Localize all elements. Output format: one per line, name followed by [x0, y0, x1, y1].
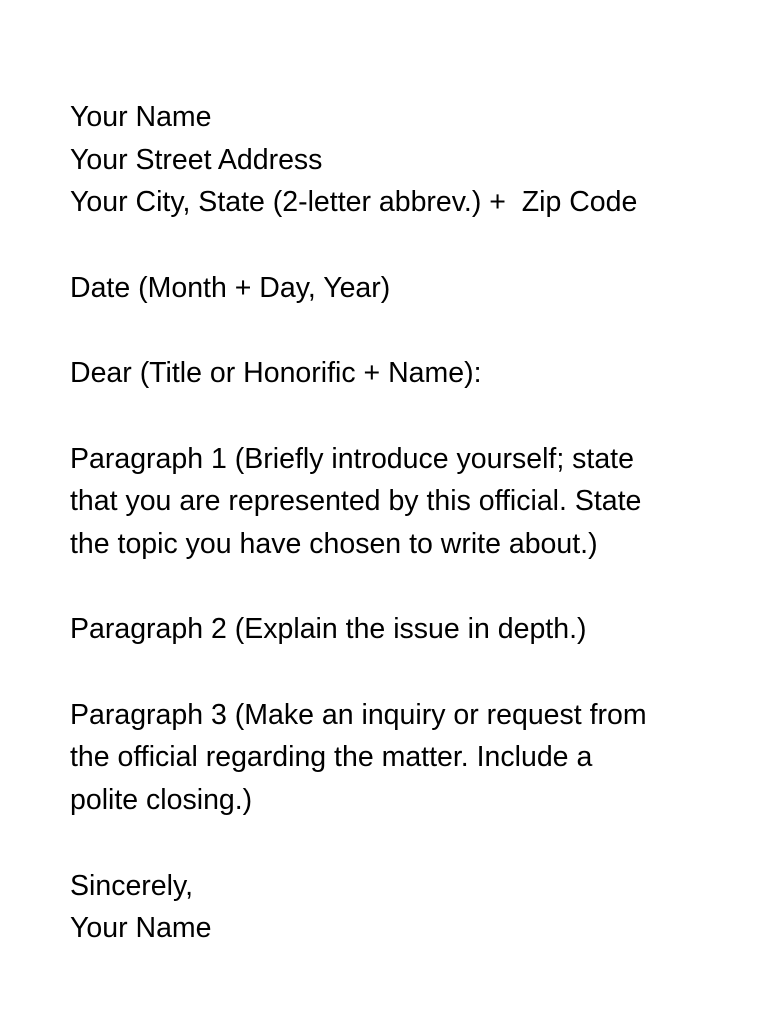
paragraph-1-line: that you are represented by this official. State	[70, 485, 642, 518]
letter-template	[70, 96, 730, 950]
paragraph-3	[70, 694, 730, 822]
letter-date: Date (Month + Day, Year)	[70, 271, 391, 304]
signature-name: Your Name	[70, 912, 212, 945]
paragraph-2-line: Paragraph 2 (Explain the issue in depth.)	[70, 613, 587, 646]
closing: Sincerely,	[70, 869, 194, 902]
salutation-block	[70, 352, 730, 395]
salutation: Dear (Title or Honorific + Name):	[70, 357, 482, 390]
sender-address-block	[70, 96, 730, 224]
paragraph-1-line: Paragraph 1 (Briefly introduce yourself; state	[70, 442, 634, 475]
spacer	[70, 651, 730, 694]
spacer	[70, 566, 730, 609]
sender-city-state-zip: Your City, State (2-letter abbrev.) + Zip Code	[70, 186, 638, 219]
paragraph-3-line: Paragraph 3 (Make an inquiry or request from	[70, 698, 647, 731]
spacer	[70, 224, 730, 267]
paragraph-2	[70, 608, 730, 651]
spacer	[70, 310, 730, 353]
sender-street-address: Your Street Address	[70, 143, 323, 176]
sender-name: Your Name	[70, 101, 212, 133]
paragraph-1-line: the topic you have chosen to write about.)	[70, 527, 598, 560]
closing-block	[70, 865, 730, 950]
spacer	[70, 395, 730, 438]
spacer	[70, 822, 730, 865]
paragraph-3-line: polite closing.)	[70, 784, 253, 817]
paragraph-3-line: the official regarding the matter. Include a	[70, 741, 593, 774]
date-block	[70, 267, 730, 310]
paragraph-1	[70, 438, 730, 566]
